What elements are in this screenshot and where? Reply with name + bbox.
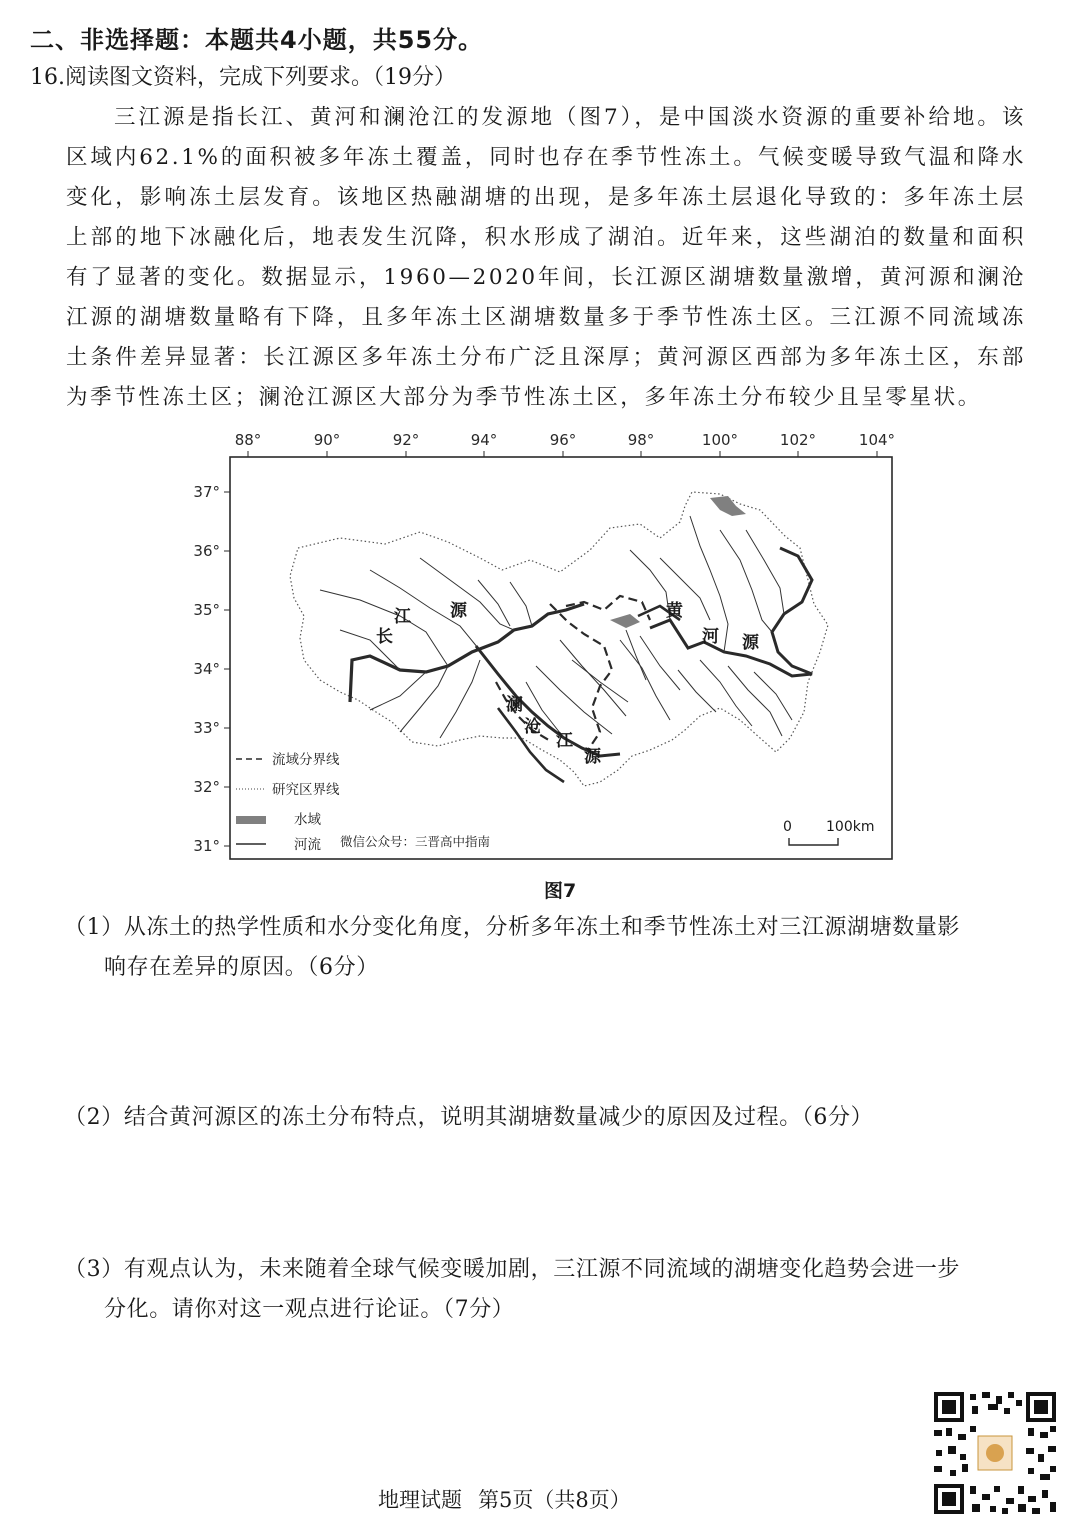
legend-river: 河流 <box>294 837 321 853</box>
label-yuan-1: 源 <box>450 601 467 621</box>
label-yuan-3: 源 <box>584 747 601 767</box>
subquestion-3-text: 有观点认为，未来随着全球气候变暖加剧，三江源不同流域的湖塘变化趋势会进一步 <box>123 1257 961 1282</box>
subquestion-1 <box>64 908 1024 988</box>
subquestion-1-label: （1） <box>64 915 124 940</box>
subquestion-3-text-cont: 分化。请你对这一观点进行论证。（7分） <box>104 1297 515 1322</box>
section-title: 二、非选择题：本题共4小题，共55分。 <box>30 26 484 54</box>
longitude-ticks <box>235 431 895 457</box>
lat-tick-35: 35° <box>193 601 220 619</box>
water-body-central <box>610 614 640 628</box>
map-legend <box>236 751 490 853</box>
basin-divide-3 <box>566 596 650 620</box>
river-changjiang-main <box>350 604 584 702</box>
subquestion-2-text: 结合黄河源区的冻土分布特点，说明其湖塘数量减少的原因及过程。（6分） <box>123 1105 874 1130</box>
scale-label: 100km <box>826 819 875 835</box>
label-he: 河 <box>702 627 719 647</box>
label-huang: 黄 <box>666 601 683 621</box>
label-yuan-2: 源 <box>742 633 759 653</box>
qr-code <box>932 1390 1058 1516</box>
label-chang: 长 <box>376 627 393 647</box>
lat-tick-33: 33° <box>193 719 220 737</box>
legend-water: 水域 <box>294 812 321 828</box>
question-passage <box>66 98 1026 418</box>
lon-tick-100: 100° <box>701 431 739 449</box>
scale-line <box>789 838 838 845</box>
scale-zero: 0 <box>783 819 792 835</box>
label-cang: 沧 <box>524 717 541 737</box>
latitude-ticks <box>193 483 230 855</box>
question-instruction: 阅读图文资料，完成下列要求。（19分） <box>65 65 456 90</box>
question-number: 16. <box>30 65 65 90</box>
subquestion-1-text: 从冻土的热学性质和水分变化角度，分析多年冻土和季节性冻土对三江源湖塘数量影 <box>123 915 961 940</box>
region-labels <box>376 600 760 767</box>
lat-tick-36: 36° <box>193 542 220 560</box>
lon-tick-92: 92° <box>392 431 420 449</box>
lon-tick-98: 98° <box>627 431 655 449</box>
lat-tick-37: 37° <box>193 483 220 501</box>
map-watermark-text: 微信公众号：三晋高中指南 <box>340 834 491 849</box>
subquestion-3-label: （3） <box>64 1257 124 1282</box>
lat-tick-34: 34° <box>193 660 220 678</box>
subquestion-2 <box>64 1098 1024 1138</box>
lon-tick-102: 102° <box>779 431 817 449</box>
scale-bar <box>783 819 874 845</box>
lon-tick-88: 88° <box>234 431 262 449</box>
question-title <box>30 60 456 91</box>
lon-tick-104: 104° <box>858 431 896 449</box>
label-jiang-2: 江 <box>556 731 573 751</box>
subquestion-3 <box>64 1250 1024 1330</box>
legend-study-boundary: 研究区界线 <box>272 782 340 798</box>
label-jiang-1: 江 <box>394 607 411 627</box>
legend-basin-boundary: 流域分界线 <box>272 752 340 768</box>
footer-subject: 地理试题 <box>378 1488 462 1512</box>
legend-symbol-water <box>236 816 266 824</box>
lat-tick-32: 32° <box>193 778 220 796</box>
map-frame <box>230 457 892 859</box>
lon-tick-94: 94° <box>470 431 498 449</box>
basin-divide-1 <box>550 604 612 750</box>
footer-page-number: 第5页（共8页） <box>478 1488 631 1512</box>
subquestion-1-text-cont: 响存在差异的原因。（6分） <box>104 955 379 980</box>
water-body-northeast <box>710 496 746 516</box>
figure-caption: 图7 <box>544 880 577 902</box>
sanjiangyuan-map <box>180 420 900 870</box>
passage-text: 三江源是指长江、黄河和澜沧江的发源地（图7），是中国淡水资源的重要补给地。该区域内62.1%的面积被多年冻土覆盖，同时也存在季节性冻土。气候变暖导致气温和降水变化，影响冻土层发育。该地区热融湖塘的出现，是多年冻土层退化导致的：多年冻土层上部的地下冰融化后，地表发生沉降，积水形成了湖泊。近年来，这些湖泊的数量和面积有了显著的变化。数据显示，1960—2020年间，长江源区湖塘数量激增，黄河源和澜沧江源的湖塘数量略有下降，且多年冻土区湖塘数量多于季节性冻土区。三江源不同流域冻土条件差异显著：长江源区多年冻土分布广泛且深厚；黄河源区西部为多年冻土区，东部为季节性冻土区；澜沧江源区大部分为季节性冻土区，多年冻土分布较少且呈零星状。 <box>66 105 1026 410</box>
lon-tick-96: 96° <box>549 431 577 449</box>
subquestion-2-label: （2） <box>64 1105 124 1130</box>
lon-tick-90: 90° <box>313 431 341 449</box>
lat-tick-31: 31° <box>193 837 220 855</box>
label-lan: 澜 <box>506 695 523 715</box>
page-footer <box>378 1484 647 1514</box>
